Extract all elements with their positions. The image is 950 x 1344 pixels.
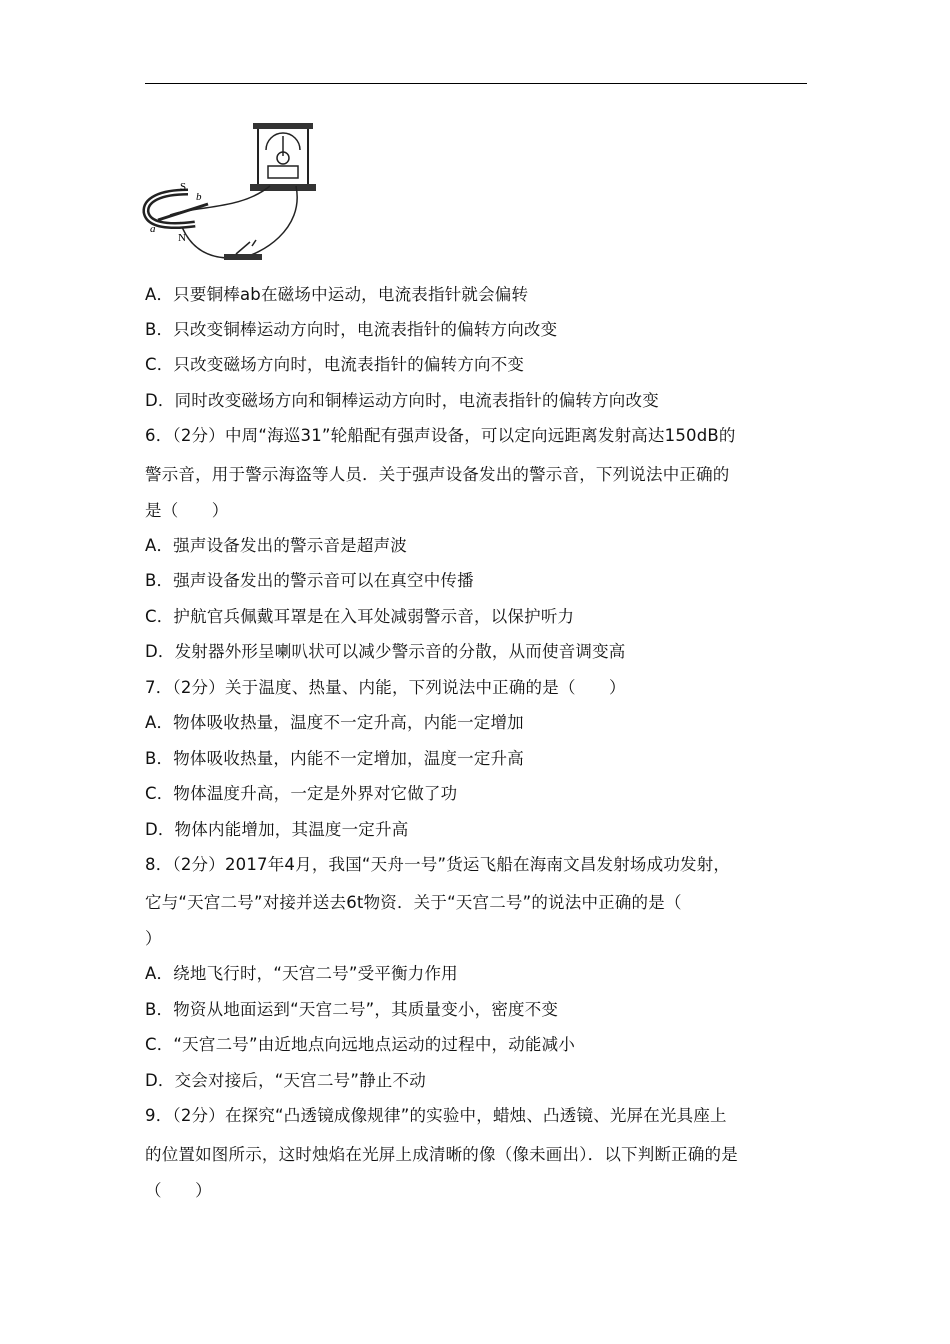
q5-option-b: B．只改变铜棒运动方向时，电流表指针的偏转方向改变 — [145, 320, 558, 339]
q7-option-b: B．物体吸收热量，内能不一定增加，温度一定升高 — [145, 749, 524, 768]
header-rule — [145, 83, 807, 84]
q8-stem-line-1: 8．（2分）2017年4月，我国“天舟一号”货运飞船在海南文昌发射场成功发射， — [145, 855, 731, 874]
figure-label-a: a — [150, 223, 156, 235]
q8-stem-line-2: 它与“天宫二号”对接并送去6t物资．关于“天宫二号”的说法中正确的是（ — [145, 893, 682, 912]
figure-label-n: N — [178, 232, 186, 244]
q9-stem-line-2: 的位置如图所示，这时烛焰在光屏上成清晰的像（像未画出）．以下判断正确的是 — [145, 1145, 738, 1164]
q8-option-a: A．绕地飞行时，“天宫二号”受平衡力作用 — [145, 964, 458, 983]
q8-option-b: B．物资从地面运到“天宫二号”，其质量变小，密度不变 — [145, 1000, 559, 1019]
q6-stem-line-3: 是（ ） — [145, 501, 229, 520]
q7-stem-line-1: 7．（2分）关于温度、热量、内能，下列说法中正确的是（ ） — [145, 678, 626, 697]
q7-option-a: A．物体吸收热量，温度不一定升高，内能一定增加 — [145, 713, 524, 732]
electromagnetic-induction-figure — [140, 120, 380, 270]
figure-label-b: b — [196, 191, 202, 203]
figure-label-s: S — [180, 181, 187, 193]
q9-stem-line-3: （ ） — [145, 1181, 212, 1200]
q6-option-a: A．强声设备发出的警示音是超声波 — [145, 536, 407, 555]
q8-option-c: C．“天宫二号”由近地点向远地点运动的过程中，动能减小 — [145, 1035, 576, 1054]
q5-option-c: C．只改变磁场方向时，电流表指针的偏转方向不变 — [145, 355, 525, 374]
q6-stem-line-2: 警示音，用于警示海盗等人员．关于强声设备发出的警示音，下列说法中正确的 — [145, 465, 730, 484]
q8-option-d: D．交会对接后，“天宫二号”静止不动 — [145, 1071, 426, 1090]
q5-option-a: A．只要铜棒ab在磁场中运动，电流表指针就会偏转 — [145, 285, 529, 304]
q6-stem-line-1: 6．（2分）中周“海巡31”轮船配有强声设备，可以定向远距离发射高达150dB的 — [145, 426, 736, 445]
q6-option-c: C．护航官兵佩戴耳罩是在入耳处减弱警示音，以保护听力 — [145, 607, 575, 626]
q9-stem-line-1: 9．（2分）在探究“凸透镜成像规律”的实验中，蜡烛、凸透镜、光屏在光具座上 — [145, 1106, 727, 1125]
q7-option-d: D．物体内能增加，其温度一定升高 — [145, 820, 409, 839]
q8-stem-line-3: ） — [145, 929, 162, 948]
q5-option-d: D．同时改变磁场方向和铜棒运动方向时，电流表指针的偏转方向改变 — [145, 391, 659, 410]
q6-option-b: B．强声设备发出的警示音可以在真空中传播 — [145, 571, 474, 590]
q7-option-c: C．物体温度升高，一定是外界对它做了功 — [145, 784, 458, 803]
q6-option-d: D．发射器外形呈喇叭状可以减少警示音的分散，从而使音调变高 — [145, 642, 626, 661]
